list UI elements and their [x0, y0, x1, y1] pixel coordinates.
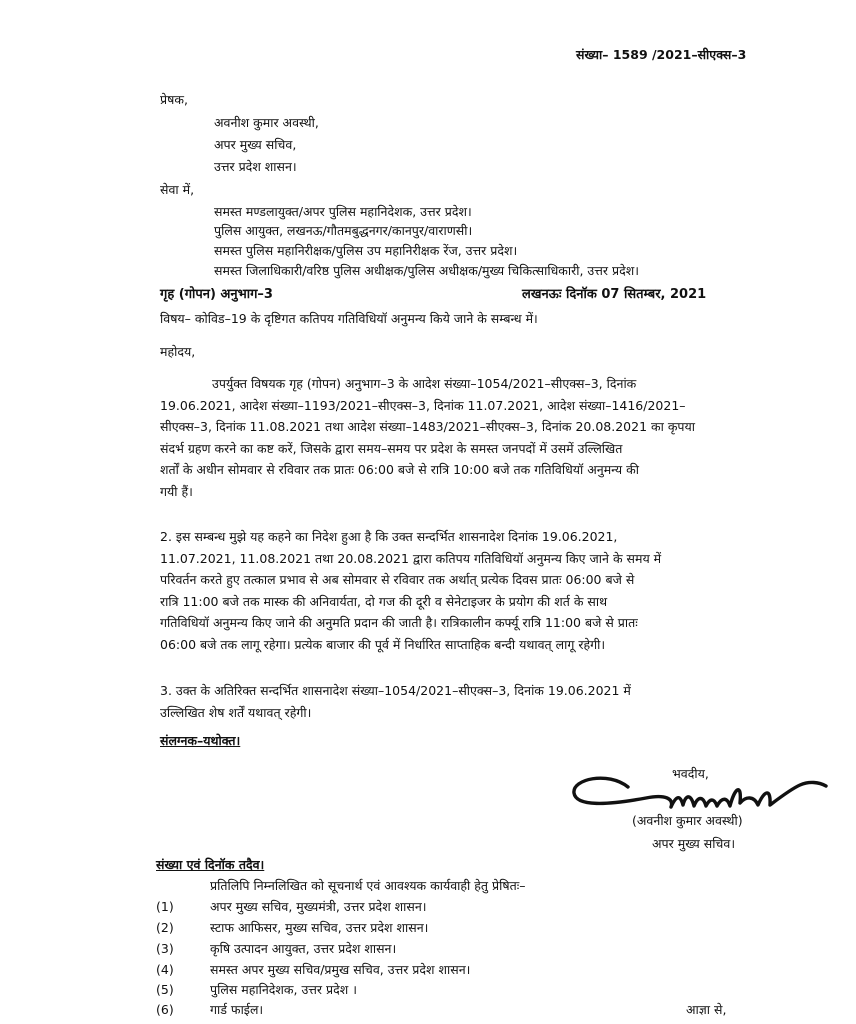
department: गृह (गोपन) अनुभाग–3 — [160, 287, 273, 302]
salutation: महोदय, — [160, 344, 196, 359]
copy-item-number: (2) — [156, 920, 174, 935]
paragraph-2 — [160, 526, 788, 655]
recipient-line: पुलिस आयुक्त, लखनऊ/गौतमबुद्धनगर/कानपुर/वाराणसी। — [214, 223, 473, 238]
subject: विषय– कोविड–19 के दृष्टिगत कतिपय गतिविधियॉ अनुमन्य किये जाने के सम्बन्ध में। — [160, 311, 538, 326]
paragraph-line: 2. इस सम्बन्ध मुझे यह कहने का निदेश हुआ है कि उक्त सन्दर्भित शासनादेश दिनांक 19.06.2021, — [160, 529, 618, 544]
signatory-designation: अपर मुख्य सचिव। — [652, 836, 736, 851]
paragraph-line: 3. उक्त के अतिरिक्त सन्दर्भित शासनादेश संख्या–1054/2021–सीएक्स–3, दिनांक 19.06.2021 में — [160, 683, 631, 698]
copy-item-text: अपर मुख्य सचिव, मुख्यमंत्री, उत्तर प्रदेश शासन। — [210, 899, 427, 914]
paragraph-line: परिवर्तन करते हुए तत्काल प्रभाव से अब सोमवार से रविवार तक अर्थात् प्रत्येक दिवस प्रातः 06:00 बजे से — [160, 572, 635, 587]
paragraph-line: उपर्युक्त विषयक गृह (गोपन) अनुभाग–3 के आदेश संख्या–1054/2021–सीएक्स–3, दिनांक — [212, 376, 637, 391]
signatory-name: (अवनीश कुमार अवस्थी) — [632, 813, 743, 828]
recipient-line: समस्त जिलाधिकारी/वरिष्ठ पुलिस अधीक्षक/पुलिस अधीक्षक/मुख्य चिकित्साधिकारी, उत्तर प्रदेश। — [214, 263, 639, 278]
copy-item-text: स्टाफ आफिसर, मुख्य सचिव, उत्तर प्रदेश शासन। — [210, 920, 429, 935]
paragraph-line: गतिविधियॉ अनुमन्य किए जाने की अनुमति प्रदान की जाती है। रात्रिकालीन कर्फ्यू रात्रि 11:00 बजे से प्रातः — [160, 615, 638, 630]
paragraph-line: 19.06.2021, आदेश संख्या–1193/2021–सीएक्स–3, दिनांक 11.07.2021, आदेश संख्या–1416/2021– — [160, 397, 686, 413]
recipient-line: समस्त पुलिस महानिरीक्षक/पुलिस उप महानिरीक्षक रेंज, उत्तर प्रदेश। — [214, 243, 518, 258]
paragraph-line: संदर्भ ग्रहण करने का कष्ट करें, जिसके द्वारा समय–समय पर प्रदेश के समस्त जनपदों में उसमें उल्लिखित — [160, 440, 623, 456]
copy-item-text: पुलिस महानिदेशक, उत्तर प्रदेश । — [210, 982, 357, 997]
sender-label: प्रेषक, — [160, 92, 188, 107]
paragraph-line: शर्तों के अधीन सोमवार से रविवार तक प्रातः 06:00 बजे से रात्रि 10:00 बजे तक गतिविधियॉ अनुमन्य की — [160, 462, 639, 477]
recipients-label: सेवा में, — [160, 182, 195, 197]
sender-office: उत्तर प्रदेश शासन। — [214, 159, 297, 174]
sender-name: अवनीश कुमार अवस्थी, — [214, 115, 319, 130]
paragraph-line: उल्लिखित शेष शर्तें यथावत् रहेगी। — [160, 704, 312, 720]
order-note: आज्ञा से, — [686, 1002, 727, 1017]
reference-number: संख्या– 1589 /2021–सीएक्स–3 — [576, 47, 747, 62]
paragraph-line: सीएक्स–3, दिनांक 11.08.2021 तथा आदेश संख्या–1483/2021–सीएक्स–3, दिनांक 20.08.2021 का कृपया — [160, 419, 696, 434]
copy-item-text: समस्त अपर मुख्य सचिव/प्रमुख सचिव, उत्तर प्रदेश शासन। — [210, 962, 471, 977]
paragraph-line: 06:00 बजे तक लागू रहेगा। प्रत्येक बाजार की पूर्व में निर्धारित साप्ताहिक बन्दी यथावत् लागू रहेगी। — [160, 636, 606, 652]
copy-item-number: (6) — [156, 1002, 174, 1017]
copy-item-text: कृषि उत्पादन आयुक्त, उत्तर प्रदेश शासन। — [210, 941, 397, 956]
copy-item-text: गार्ड फाईल। — [210, 1002, 264, 1017]
paragraph-1 — [160, 373, 788, 502]
paragraph-3 — [160, 680, 788, 723]
sender-designation: अपर मुख्य सचिव, — [214, 137, 297, 152]
place-date: लखनऊः दिनॉक 07 सितम्बर, 2021 — [522, 287, 707, 302]
paragraph-line: रात्रि 11:00 बजे तक मास्क की अनिवार्यता, दो गज की दूरी व सेनेटाइजर के प्रयोग की शर्त के साथ — [160, 593, 608, 609]
copy-item-number: (1) — [156, 899, 174, 914]
copy-item-number: (5) — [156, 982, 174, 997]
closing: भवदीय, — [672, 766, 709, 781]
paragraph-line: 11.07.2021, 11.08.2021 तथा 20.08.2021 द्वारा कतिपय गतिविधियॉ अनुमन्य किए जाने के समय में — [160, 550, 662, 566]
enclosure-note: संलग्नक–यथोक्त। — [160, 733, 241, 748]
copy-heading: संख्या एवं दिनॉक तदैव। — [156, 857, 265, 872]
recipient-line: समस्त मण्डलायुक्त/अपर पुलिस महानिदेशक, उत्तर प्रदेश। — [214, 204, 472, 219]
copy-intro: प्रतिलिपि निम्नलिखित को सूचनार्थ एवं आवश्यक कार्यवाही हेतु प्रेषितः– — [210, 878, 526, 893]
copy-item-number: (4) — [156, 962, 174, 977]
paragraph-line: गयी हैं। — [160, 483, 193, 499]
copy-item-number: (3) — [156, 941, 174, 956]
